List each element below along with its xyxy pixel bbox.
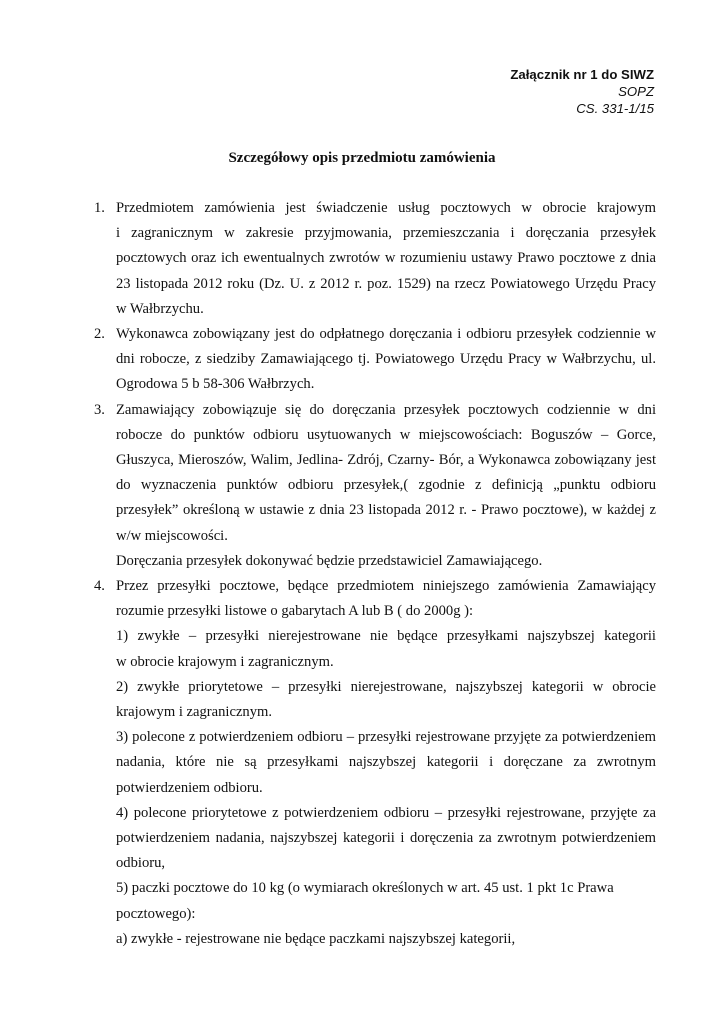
item-number: 2. (94, 326, 105, 343)
text-line: 2) zwykłe priorytetowe – przesyłki nierejestrowane, najszybszej kategorii w obrocie (116, 678, 656, 695)
text-line: odbioru, (116, 855, 166, 872)
document-header (510, 66, 654, 117)
sub-item (90, 927, 656, 952)
item-number: 1. (94, 200, 105, 216)
text-line: Przez przesyłki pocztowe, będące przedmiotem niniejszego zamówienia Zamawiający (116, 578, 656, 595)
numbered-item (90, 322, 656, 398)
attachment-label: Załącznik nr 1 do SIWZ (510, 67, 654, 82)
text-line: a) zwykłe - rejestrowane nie będące paczkami najszybszej kategorii, (116, 930, 516, 947)
text-line: Ogrodowa 5 b 58-306 Wałbrzych. (116, 376, 315, 393)
text-line: pocztowych oraz ich ewentualnych zwrotów w rozumieniu ustawy Prawo pocztowe z dnia (116, 250, 656, 267)
document-title: Szczegółowy opis przedmiotu zamówienia (228, 150, 496, 166)
text-line: 23 listopada 2012 roku (Dz. U. z 2012 r. poz. 1529) na rzecz Powiatowego Urzędu Pracy (116, 275, 656, 292)
sub-item (90, 624, 656, 674)
text-line: potwierdzeniem odbioru. (116, 779, 263, 796)
text-line: 4) polecone priorytetowe z potwierdzeniem odbioru – przesyłki rejestrowane, przyjęte za (116, 804, 656, 821)
text-line: i zagranicznym w zakresie przyjmowania, przemieszczania i doręczania przesyłek (116, 225, 656, 242)
numbered-item (90, 398, 656, 549)
text-line: robocze do punktów odbioru usytuowanych w miejscowościach: Boguszów – Gorce, (116, 426, 656, 443)
text-line: potwierdzeniem nadania, najszybszej kategorii i doręczenia za zwrotnym potwierdzeniem (116, 830, 656, 847)
text-line: Głuszyca, Mieroszów, Walim, Jedlina- Zdrój, Czarny- Bór, a Wykonawca zobowiązany jest (116, 452, 656, 469)
text-line: w/w miejscowości. (116, 527, 228, 544)
text-line: dni robocze, z siedziby Zamawiającego tj. Powiatowego Urzędu Pracy w Wałbrzychu, ul. (116, 351, 656, 368)
sub-item (90, 876, 656, 926)
text-line: 3) polecone z potwierdzeniem odbioru – przesyłki rejestrowane przyjęte za potwierdzeniem (116, 729, 656, 746)
text-line: Wykonawca zobowiązany jest do odpłatnego doręczania i odbioru przesyłek codziennie w (116, 326, 656, 343)
text-line: pocztowego): (116, 905, 196, 922)
text-line: krajowym i zagranicznym. (116, 704, 273, 721)
sub-item (90, 801, 656, 877)
sub-item (90, 675, 656, 725)
item-note: Doręczania przesyłek dokonywać będzie przedstawiciel Zamawiającego. (116, 552, 543, 569)
text-line: 1) zwykłe – przesyłki nierejestrowane nie będące przesyłkami najszybszej kategorii (116, 628, 656, 645)
item-number: 3. (94, 401, 105, 418)
text-line: rozumie przesyłki listowe o gabarytach A lub B ( do 2000g ): (116, 603, 474, 620)
text-line: do wyznaczenia punktów odbioru przesyłek,( zgodnie z definicją „punktu odbioru (116, 477, 656, 494)
text-line: Przedmiotem zamówienia jest świadczenie usług pocztowych w obrocie krajowym (116, 200, 656, 216)
case-number: CS. 331-1/15 (576, 101, 654, 116)
numbered-item (90, 196, 656, 322)
text-line: przesyłek” określoną w ustawie z dnia 23 listopada 2012 r. - Prawo pocztowe), w każdej z (116, 502, 656, 519)
text-line: nadania, które nie są przesyłkami najszybszej kategorii i doręczane za zwrotnym (116, 754, 656, 771)
text-line: Zamawiający zobowiązuje się do doręczania przesyłek pocztowych codziennie w dni (116, 401, 656, 418)
text-line: w Wałbrzychu. (116, 300, 204, 317)
item-number: 4. (94, 578, 105, 595)
sub-item (90, 725, 656, 801)
text-line: w obrocie krajowym i zagranicznym. (116, 653, 334, 670)
document-body (90, 196, 656, 952)
numbered-item (90, 574, 656, 624)
sopz-label: SOPZ (618, 84, 654, 99)
text-line: 5) paczki pocztowe do 10 kg (o wymiarach określonych w art. 45 ust. 1 pkt 1c Prawa (116, 880, 614, 897)
